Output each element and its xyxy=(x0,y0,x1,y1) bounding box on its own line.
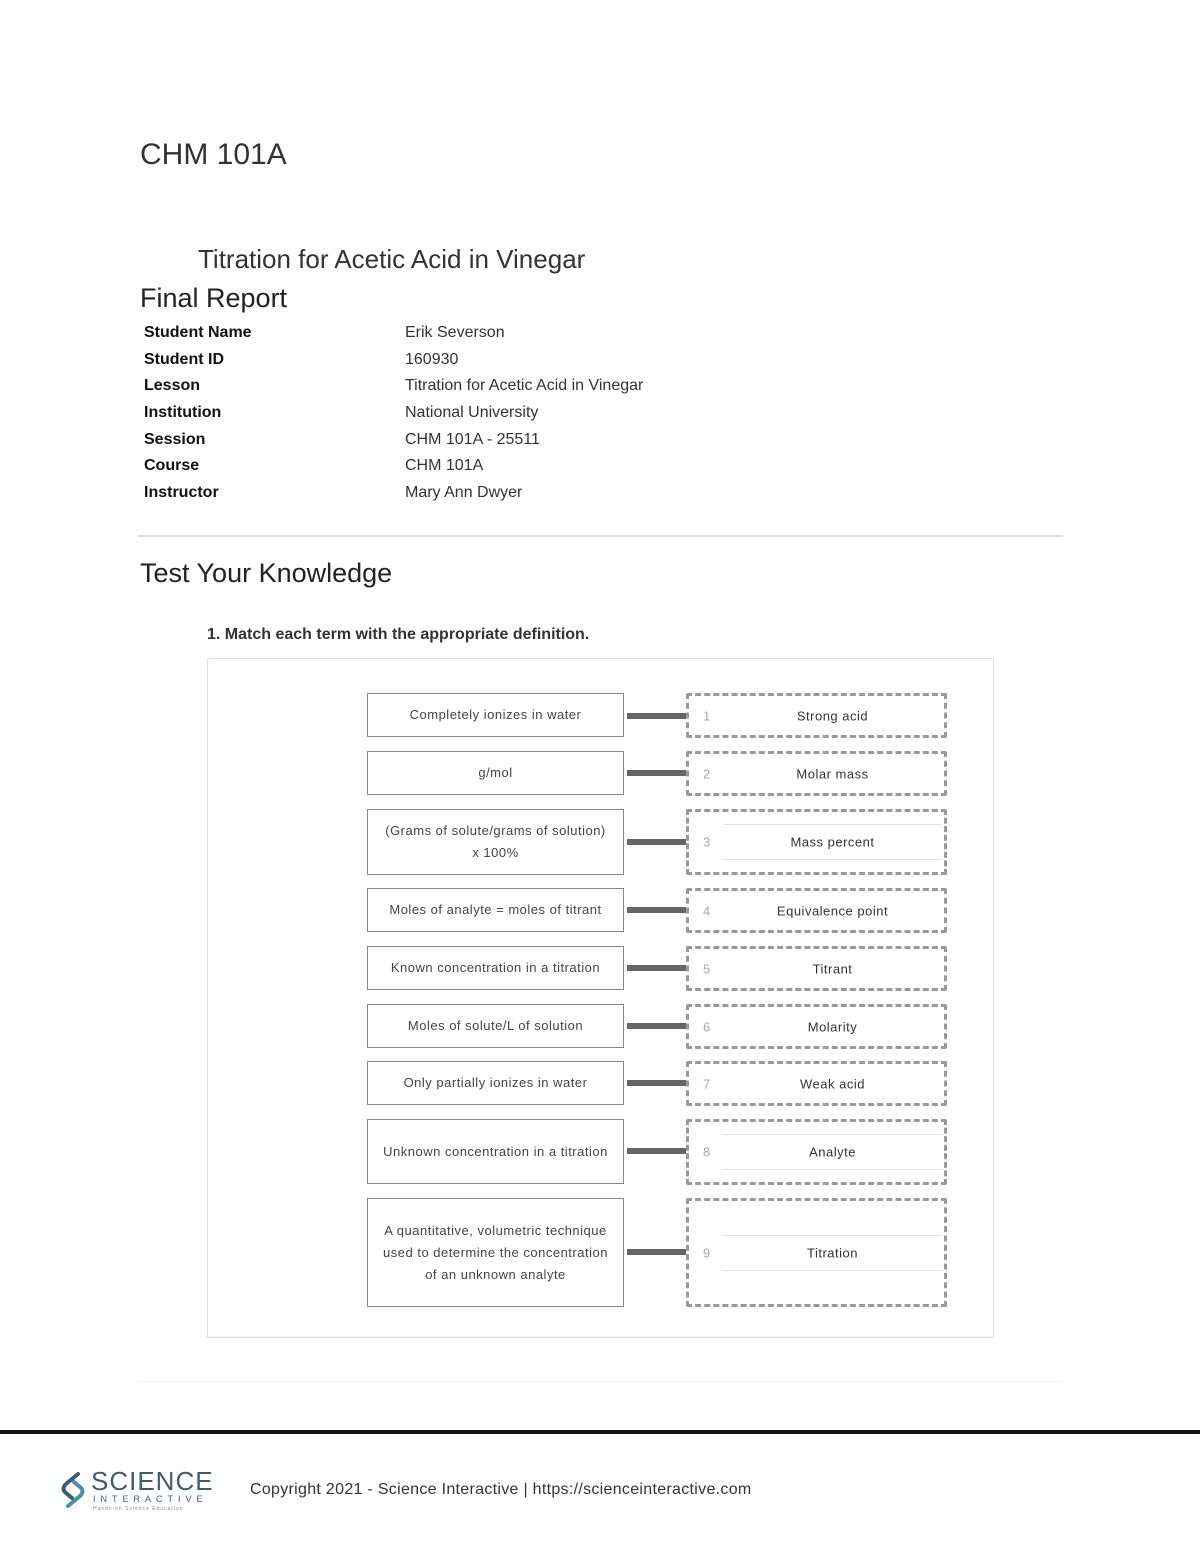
info-value: Mary Ann Dwyer xyxy=(405,484,523,502)
definition-card[interactable]: g/mol xyxy=(367,751,624,795)
footer-divider xyxy=(0,1430,1200,1434)
match-connector xyxy=(627,1080,687,1086)
info-value: 160930 xyxy=(405,350,459,368)
answer-term: Molarity xyxy=(807,1019,858,1034)
answer-term: Strong acid xyxy=(796,708,869,723)
definition-card[interactable]: Moles of analyte = moles of titrant xyxy=(367,888,624,932)
info-label: Student ID xyxy=(144,350,224,368)
section-divider xyxy=(138,535,1063,537)
info-row-instructor xyxy=(144,480,744,507)
info-label: Lesson xyxy=(144,377,201,395)
definition-card[interactable]: Completely ionizes in water xyxy=(367,693,624,737)
answer-slot[interactable] xyxy=(686,1198,947,1307)
student-info-table xyxy=(144,320,744,507)
definition-card[interactable]: Moles of solute/L of solution xyxy=(367,1004,624,1048)
science-interactive-logo xyxy=(58,1468,218,1518)
match-connector xyxy=(627,907,687,913)
answer-term: Analyte xyxy=(809,1144,856,1160)
info-value: National University xyxy=(405,404,539,422)
copyright-text: Copyright 2021 - Science Interactive | https://scienceinteractive.com xyxy=(250,1481,752,1498)
match-connector xyxy=(627,770,687,776)
answer-slot[interactable] xyxy=(686,751,947,796)
answer-slot[interactable] xyxy=(686,1061,947,1106)
course-code: CHM 101A xyxy=(140,138,287,171)
logo-wordmark: SCIENCE xyxy=(91,1466,214,1496)
info-row-student-id xyxy=(144,347,744,374)
answer-number: 9 xyxy=(703,1245,711,1260)
question-prompt: 1. Match each term with the appropriate definition. xyxy=(207,626,590,643)
answer-slot[interactable] xyxy=(686,693,947,738)
definition-card[interactable]: (Grams of solute/grams of solution) x 100% xyxy=(367,809,624,875)
info-row-institution xyxy=(144,400,744,427)
answer-number: 2 xyxy=(703,766,711,781)
match-connector xyxy=(627,965,687,971)
info-label: Instructor xyxy=(144,484,219,502)
answer-slot[interactable] xyxy=(686,946,947,991)
answer-number: 1 xyxy=(703,708,711,723)
answer-term: Weak acid xyxy=(800,1076,865,1091)
answer-number: 3 xyxy=(703,834,711,850)
answer-slot[interactable] xyxy=(686,1119,947,1185)
match-connector xyxy=(627,839,687,845)
info-value: CHM 101A xyxy=(405,457,484,475)
info-label: Student Name xyxy=(144,324,252,341)
answer-slot[interactable] xyxy=(686,1004,947,1049)
answer-slot[interactable] xyxy=(686,809,947,875)
logo-mark-icon xyxy=(58,1470,88,1510)
answer-term: Titrant xyxy=(812,961,853,976)
answer-slot[interactable] xyxy=(686,888,947,933)
info-row-student-name xyxy=(144,320,744,347)
logo-subtitle: INTERACTIVE xyxy=(93,1494,208,1504)
info-label: Institution xyxy=(144,404,222,422)
answer-number: 6 xyxy=(703,1019,711,1034)
definition-card[interactable]: Known concentration in a titration xyxy=(367,946,624,990)
answer-number: 4 xyxy=(703,903,711,918)
answer-term: Titration xyxy=(807,1245,858,1260)
match-connector xyxy=(627,1148,687,1154)
logo-tagline: Hands-on Science Education xyxy=(93,1506,184,1512)
content-divider xyxy=(138,1381,1063,1382)
match-connector xyxy=(627,1249,687,1255)
answer-number: 5 xyxy=(703,961,711,976)
definition-card[interactable]: Only partially ionizes in water xyxy=(367,1061,624,1105)
info-label: Course xyxy=(144,457,200,475)
match-connector xyxy=(627,1023,687,1029)
answer-number: 7 xyxy=(703,1076,711,1091)
definition-card[interactable]: Unknown concentration in a titration xyxy=(367,1119,624,1184)
info-row-lesson xyxy=(144,373,744,400)
section-title: Test Your Knowledge xyxy=(140,558,393,588)
answer-term: Equivalence point xyxy=(776,903,889,918)
info-row-session xyxy=(144,427,744,454)
info-row-course xyxy=(144,453,744,480)
answer-number: 8 xyxy=(703,1144,711,1160)
lesson-title: Titration for Acetic Acid in Vinegar xyxy=(198,244,586,274)
answer-term: Mass percent xyxy=(790,834,875,850)
answer-term: Molar mass xyxy=(796,766,869,781)
info-value: Titration for Acetic Acid in Vinegar xyxy=(405,377,644,395)
info-value: Erik Severson xyxy=(405,324,505,341)
info-value: CHM 101A - 25511 xyxy=(405,430,540,448)
info-label: Session xyxy=(144,430,206,448)
report-title: Final Report xyxy=(140,283,288,313)
definition-card[interactable]: A quantitative, volumetric technique used to determine the concentration of an unknown analyte xyxy=(367,1198,624,1307)
match-connector xyxy=(627,713,687,719)
